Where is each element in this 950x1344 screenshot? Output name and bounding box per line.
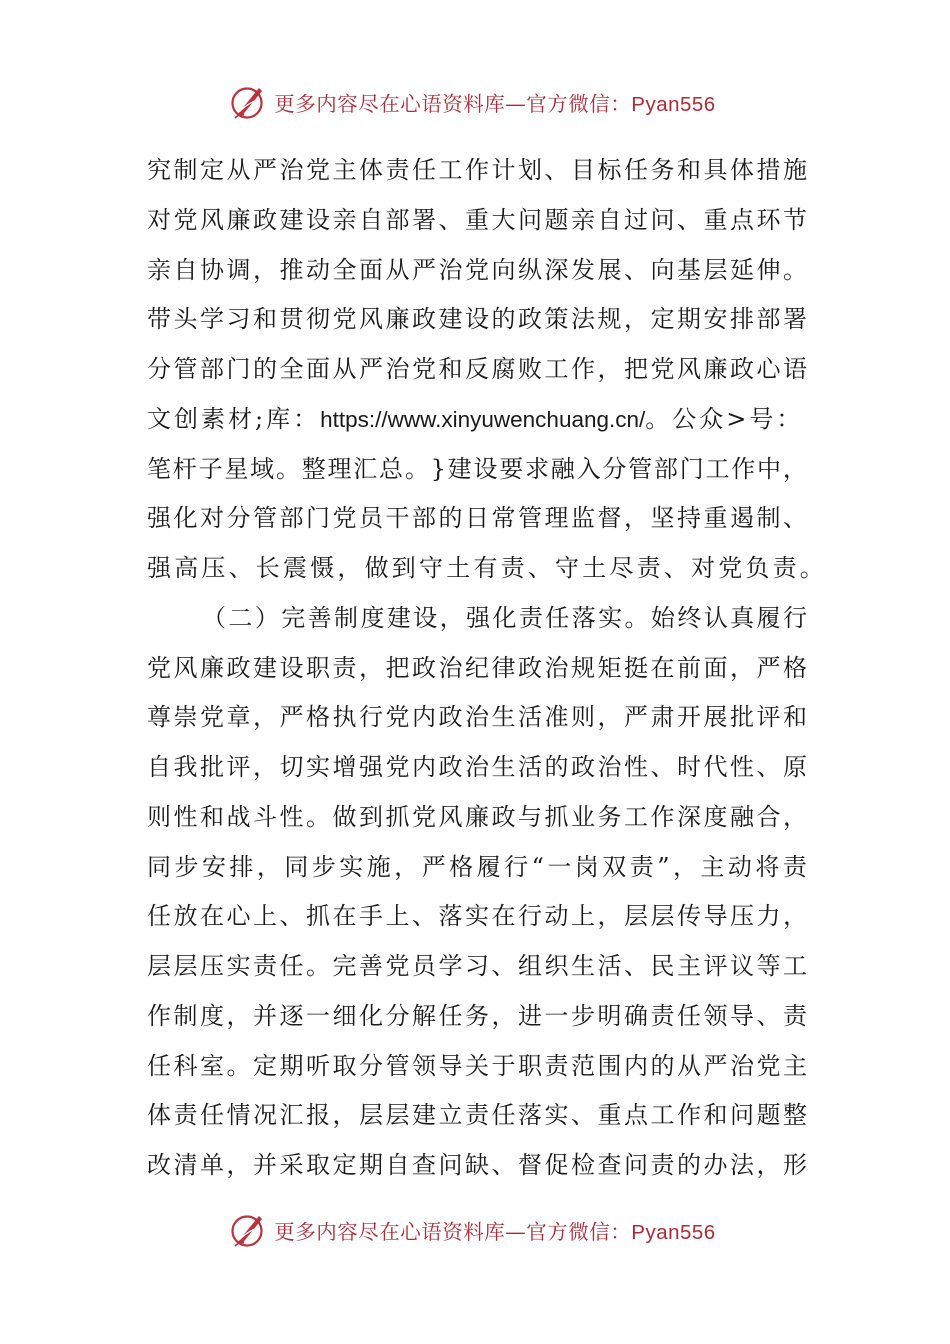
text-line: 带 头 学 习 和 贯 彻 党 风 廉 政 建 设 的 政 策 法 规 ， 定 期 安 排 部 署 <box>147 305 807 334</box>
text-line: 究 制 定 从 严 治 党 主 体 责 任 工 作 计 划 、 目 标 任 务 和 具 体 措 施 <box>147 156 807 184</box>
banner-text <box>274 1215 715 1245</box>
paragraph-start-line: （ 二 ） 完 善 制 度 建 设 ， 强 化 责 任 落 实 。 始 终 认 真 履 行 <box>202 603 807 632</box>
pen-logo-icon <box>228 1210 268 1250</box>
text-line: 党 风 廉 政 建 设 职 责 ， 把 政 治 纪 律 政 治 规 矩 挺 在 前 面 ， 严 格 <box>147 653 807 682</box>
text-line: 层 层 压 实 责 任 。 完 善 党 员 学 习 、 组 织 生 活 、 民 主 评 议 等 工 <box>147 952 807 980</box>
document-body <box>147 146 827 1191</box>
source-url: https://www.xinyuwenchuang.cn/ <box>320 406 646 432</box>
text-line: 亲 自 协 调 ， 推 动 全 面 从 严 治 党 向 纵 深 发 展 、 向 基 层 延 伸 。 <box>147 255 807 284</box>
text-line: 强高压、长震慑，做到守土有责、守土尽责、对党负责。 <box>147 554 827 582</box>
header-banner <box>0 78 950 126</box>
text-line: 则 性 和 战 斗 性 。 做 到 抓 党 风 廉 政 与 抓 业 务 工 作 深 度 融 合 ， <box>147 802 807 831</box>
text-line: 作 制 度 ， 并 逐 一 细 化 分 解 任 务 ， 进 一 步 明 确 责 任 领 导 、 责 <box>147 1001 807 1030</box>
text-line: 分 管 部 门 的 全 面 从 严 治 党 和 反 腐 败 工 作 ， 把 党 风 廉 政 心 语 <box>147 355 807 383</box>
banner-slogan: 更多内容尽在心语资料库—官方微信： <box>274 92 632 116</box>
footer-banner <box>0 1206 950 1254</box>
text-line: 任 科 室 。 定 期 听 取 分 管 领 导 关 于 职 责 范 围 内 的 从 严 治 党 主 <box>147 1051 807 1080</box>
wechat-id: Pyan556 <box>631 93 716 116</box>
banner-text <box>274 87 715 117</box>
text-line: 尊 崇 党 章 ， 严 格 执 行 党 内 政 治 生 活 准 则 ， 严 肃 开 展 批 评 和 <box>147 703 807 732</box>
text-line-with-url <box>147 395 807 445</box>
pen-logo-icon <box>228 82 268 122</box>
banner-slogan: 更多内容尽在心语资料库—官方微信： <box>274 1220 632 1244</box>
text-line: 强 化 对 分 管 部 门 党 员 干 部 的 日 常 管 理 监 督 ， 坚 持 重 遏 制 、 <box>147 504 807 533</box>
text-line: 笔 杆 子 星 域 。 整 理 汇 总 。 } 建 设 要 求 融 入 分 管 部 门 工 作 中 ， <box>147 454 807 483</box>
text-fragment: 。公众>号： <box>645 404 804 433</box>
text-line: 自 我 批 评 ， 切 实 增 强 党 内 政 治 生 活 的 政 治 性 、 时 代 性 、 原 <box>147 753 807 781</box>
text-line: 同 步 安 排 ， 同 步 实 施 ， 严 格 履 行 “ 一 岗 双 责 ” ， 主 动 将 责 <box>147 852 807 881</box>
text-line: 体 责 任 情 况 汇 报 ， 层 层 建 立 责 任 落 实 、 重 点 工 作 和 问 题 整 <box>147 1101 807 1130</box>
text-line: 任 放 在 心 上 、 抓 在 手 上 、 落 实 在 行 动 上 ， 层 层 传 导 压 力 ， <box>147 902 807 931</box>
text-line: 改 清 单 ， 并 采 取 定 期 自 查 问 缺 、 督 促 检 查 问 责 的 办 法 ， 形 <box>147 1151 807 1179</box>
wechat-id: Pyan556 <box>631 1221 716 1244</box>
text-fragment: 文创素材;库： <box>147 404 321 433</box>
text-line: 对 党 风 廉 政 建 设 亲 自 部 署 、 重 大 问 题 亲 自 过 问 、 重 点 环 节 <box>147 205 807 234</box>
